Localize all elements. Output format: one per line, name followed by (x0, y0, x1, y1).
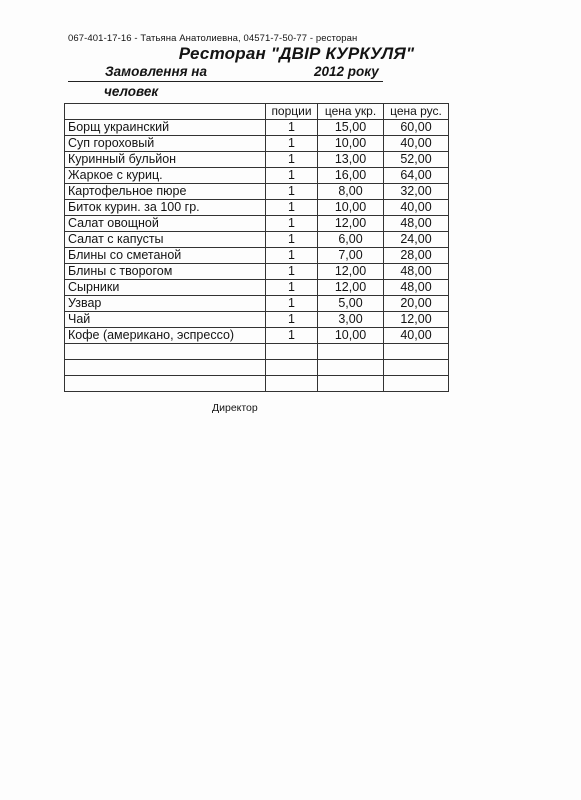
dish-cell (65, 344, 266, 360)
price-ukr-cell: 10,00 (318, 200, 384, 216)
price-rus-cell: 12,00 (384, 312, 449, 328)
portions-cell: 1 (266, 264, 318, 280)
price-ukr-cell: 12,00 (318, 216, 384, 232)
column-header-portions: порции (266, 104, 318, 120)
director-label: Директор (212, 402, 258, 414)
order-year: 2012 року (314, 64, 379, 79)
order-label: Замовлення на (105, 64, 207, 79)
column-header-price-rus: цена рус. (384, 104, 449, 120)
portions-cell: 1 (266, 136, 318, 152)
price-ukr-cell: 5,00 (318, 296, 384, 312)
menu-table (64, 103, 449, 392)
contact-line: 067-401-17-16 - Татьяна Анатолиевна, 04571-7-50-77 - ресторан (68, 33, 358, 44)
table-row (65, 200, 449, 216)
price-rus-cell: 48,00 (384, 216, 449, 232)
table-row (65, 312, 449, 328)
portions-cell: 1 (266, 168, 318, 184)
price-ukr-cell (318, 376, 384, 392)
portions-cell: 1 (266, 328, 318, 344)
table-row (65, 264, 449, 280)
table-row (65, 360, 449, 376)
table-row (65, 136, 449, 152)
portions-cell: 1 (266, 232, 318, 248)
price-rus-cell: 32,00 (384, 184, 449, 200)
table-row (65, 296, 449, 312)
price-rus-cell: 48,00 (384, 280, 449, 296)
price-ukr-cell: 16,00 (318, 168, 384, 184)
persons-label: человек (104, 84, 159, 99)
dish-cell: Салат овощной (65, 216, 266, 232)
price-rus-cell: 28,00 (384, 248, 449, 264)
table-row (65, 328, 449, 344)
price-ukr-cell: 7,00 (318, 248, 384, 264)
order-line (68, 64, 383, 82)
price-ukr-cell (318, 360, 384, 376)
table-row (65, 152, 449, 168)
portions-cell: 1 (266, 184, 318, 200)
portions-cell: 1 (266, 296, 318, 312)
table-row (65, 376, 449, 392)
dish-cell: Сырники (65, 280, 266, 296)
table-row (65, 232, 449, 248)
dish-cell (65, 376, 266, 392)
price-rus-cell: 40,00 (384, 136, 449, 152)
price-ukr-cell: 10,00 (318, 136, 384, 152)
price-rus-cell: 24,00 (384, 232, 449, 248)
dish-cell: Кофе (американо, эспрессо) (65, 328, 266, 344)
dish-cell: Жаркое с куриц. (65, 168, 266, 184)
price-ukr-cell: 15,00 (318, 120, 384, 136)
portions-cell: 1 (266, 152, 318, 168)
table-row (65, 168, 449, 184)
table-row (65, 344, 449, 360)
price-ukr-cell: 12,00 (318, 280, 384, 296)
price-rus-cell: 60,00 (384, 120, 449, 136)
price-rus-cell (384, 376, 449, 392)
price-ukr-cell: 12,00 (318, 264, 384, 280)
price-rus-cell: 40,00 (384, 328, 449, 344)
dish-cell: Картофельное пюре (65, 184, 266, 200)
table-row (65, 248, 449, 264)
dish-cell: Узвар (65, 296, 266, 312)
dish-cell: Чай (65, 312, 266, 328)
table-row (65, 280, 449, 296)
dish-cell: Суп гороховый (65, 136, 266, 152)
dish-cell (65, 360, 266, 376)
price-rus-cell (384, 344, 449, 360)
table-header-row (65, 104, 449, 120)
price-rus-cell: 40,00 (384, 200, 449, 216)
portions-cell: 1 (266, 120, 318, 136)
portions-cell (266, 376, 318, 392)
menu-table-body (65, 120, 449, 392)
price-rus-cell: 52,00 (384, 152, 449, 168)
dish-cell: Биток курин. за 100 гр. (65, 200, 266, 216)
price-rus-cell: 48,00 (384, 264, 449, 280)
restaurant-title: Ресторан "ДВІР КУРКУЛЯ" (178, 44, 415, 63)
dish-cell: Куринный бульйон (65, 152, 266, 168)
dish-cell: Салат с капусты (65, 232, 266, 248)
price-ukr-cell: 10,00 (318, 328, 384, 344)
price-ukr-cell: 8,00 (318, 184, 384, 200)
table-row (65, 216, 449, 232)
portions-cell (266, 360, 318, 376)
portions-cell (266, 344, 318, 360)
table-row (65, 184, 449, 200)
price-rus-cell (384, 360, 449, 376)
portions-cell: 1 (266, 312, 318, 328)
portions-cell: 1 (266, 248, 318, 264)
portions-cell: 1 (266, 200, 318, 216)
column-header-price-ukr: цена укр. (318, 104, 384, 120)
portions-cell: 1 (266, 216, 318, 232)
column-header-dish (65, 104, 266, 120)
table-row (65, 120, 449, 136)
portions-cell: 1 (266, 280, 318, 296)
price-ukr-cell: 6,00 (318, 232, 384, 248)
price-rus-cell: 64,00 (384, 168, 449, 184)
price-ukr-cell (318, 344, 384, 360)
price-rus-cell: 20,00 (384, 296, 449, 312)
dish-cell: Блины с творогом (65, 264, 266, 280)
price-ukr-cell: 13,00 (318, 152, 384, 168)
dish-cell: Блины со сметаной (65, 248, 266, 264)
dish-cell: Борщ украинский (65, 120, 266, 136)
price-ukr-cell: 3,00 (318, 312, 384, 328)
